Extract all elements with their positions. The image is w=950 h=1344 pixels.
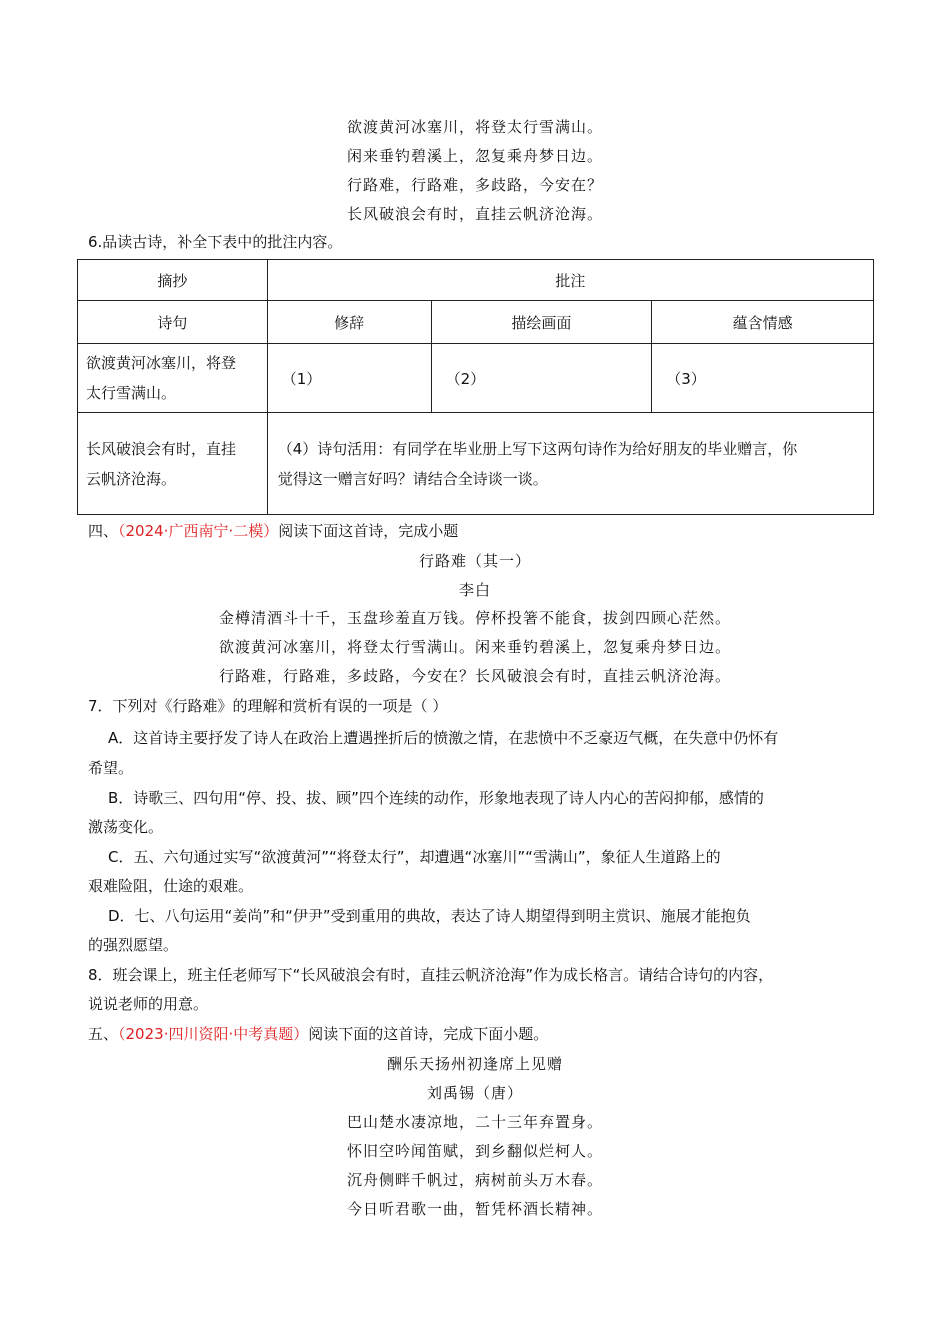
section-prefix: 四、 [88,522,119,540]
question-8-cont: 说说老师的用意。 [88,995,209,1013]
poem-line: 闲来垂钓碧溪上，忽复乘舟梦日边。 [346,147,603,165]
question-7-stem: 7．下列对《行路难》的理解和赏析有误的一项是（ ） [88,697,448,715]
excerpt-text: 云帆济沧海。 [86,469,177,488]
poem-line: 行路难，行路难，多歧路，今安在？ [346,176,603,194]
option-c[interactable]: C．五、六句通过实写“欲渡黄河”“将登太行”，却遭遇“冰塞川”“雪满山”，象征人生道路上的 [108,848,721,866]
poem-line: 欲渡黄河冰塞川，将登太行雪满山。 [346,118,603,136]
excerpt-text: 太行雪满山。 [86,384,177,402]
blank-1[interactable]: （1） [267,344,431,413]
section-4-heading [88,520,458,541]
excerpt-text: 长风破浪会有时，直挂 [86,439,237,458]
poem-line: 金樽清酒斗十千，玉盘珍羞直万钱。停杯投箸不能食，拔剑四顾心茫然。 [218,609,731,627]
option-a[interactable]: A．这首诗主要抒发了诗人在政治上遭遇挫折后的愤激之情，在悲愤中不乏豪迈气概，在失意中仍怀有 [108,729,779,747]
option-b[interactable]: B．诗歌三、四句用“停、投、拔、顾”四个连续的动作，形象地表现了诗人内心的苦闷抑郁，感情的 [108,789,764,807]
poem-line: 长风破浪会有时，直挂云帆济沧海。 [346,205,603,223]
header-emotion: 蕴含情感 [652,301,874,344]
option-a-cont: 希望。 [88,759,134,777]
option-b-cont: 激荡变化。 [88,818,164,836]
poem-line: 行路难，行路难，多歧路，今安在？长风破浪会有时，直挂云帆济沧海。 [218,667,731,685]
header-excerpt: 摘抄 [78,260,268,301]
blank-2[interactable]: （2） [431,344,652,413]
poem-line: 沉舟侧畔千帆过，病树前头万木春。 [346,1171,603,1189]
poem-line: 欲渡黄河冰塞川，将登太行雪满山。闲来垂钓碧溪上，忽复乘舟梦日边。 [218,638,731,656]
question-4-cell[interactable] [267,413,873,515]
annotation-table [77,259,874,515]
poem-line: 今日听君歌一曲，暂凭杯酒长精神。 [346,1200,603,1218]
excerpt-cell-1 [78,344,268,413]
header-line: 诗句 [78,301,268,344]
option-d[interactable]: D．七、八句运用“姜尚”和“伊尹”受到重用的典故，表达了诗人期望得到明主赏识、施展才能抱负 [108,907,751,925]
section-5-heading [88,1023,548,1044]
section-prefix: 五、 [88,1025,119,1043]
header-scene: 描绘画面 [431,301,652,344]
header-rhetoric: 修辞 [267,301,431,344]
option-c-cont: 艰难险阻，仕途的艰难。 [88,877,254,895]
excerpt-cell-2 [78,413,268,515]
poem-line: 巴山楚水凄凉地，二十三年弃置身。 [346,1113,603,1131]
question-6-prompt: 6.品读古诗，补全下表中的批注内容。 [88,233,343,251]
poem-author: 李白 [458,581,491,599]
excerpt-text: 欲渡黄河冰塞川，将登 [86,354,237,372]
poem-title: 行路难（其一） [418,552,531,570]
option-d-cont: 的强烈愿望。 [88,936,179,954]
source-tag: （2023·四川资阳·中考真题） [118,1025,309,1043]
question-8: 8．班会课上，班主任老师写下“长风破浪会有时，直挂云帆济沧海”作为成长格言。请结合诗句的内容， [88,966,774,984]
header-annotation: 批注 [267,260,873,301]
poem-author: 刘禹锡（唐） [426,1084,523,1102]
question-4-text: 觉得这一赠言好吗？请结合全诗谈一谈。 [277,469,548,488]
source-tag: （2024·广西南宁·二模） [118,522,279,540]
question-4-text: （4）诗句活用：有同学在毕业册上写下这两句诗作为给好朋友的毕业赠言，你 [277,439,798,458]
section-instruction: 阅读下面的这首诗，完成下面小题。 [308,1025,549,1043]
blank-3[interactable]: （3） [652,344,874,413]
section-instruction: 阅读下面这首诗，完成小题 [278,522,459,540]
poem-line: 怀旧空吟闻笛赋，到乡翻似烂柯人。 [346,1142,603,1160]
poem-title: 酬乐天扬州初逢席上见赠 [386,1055,563,1073]
